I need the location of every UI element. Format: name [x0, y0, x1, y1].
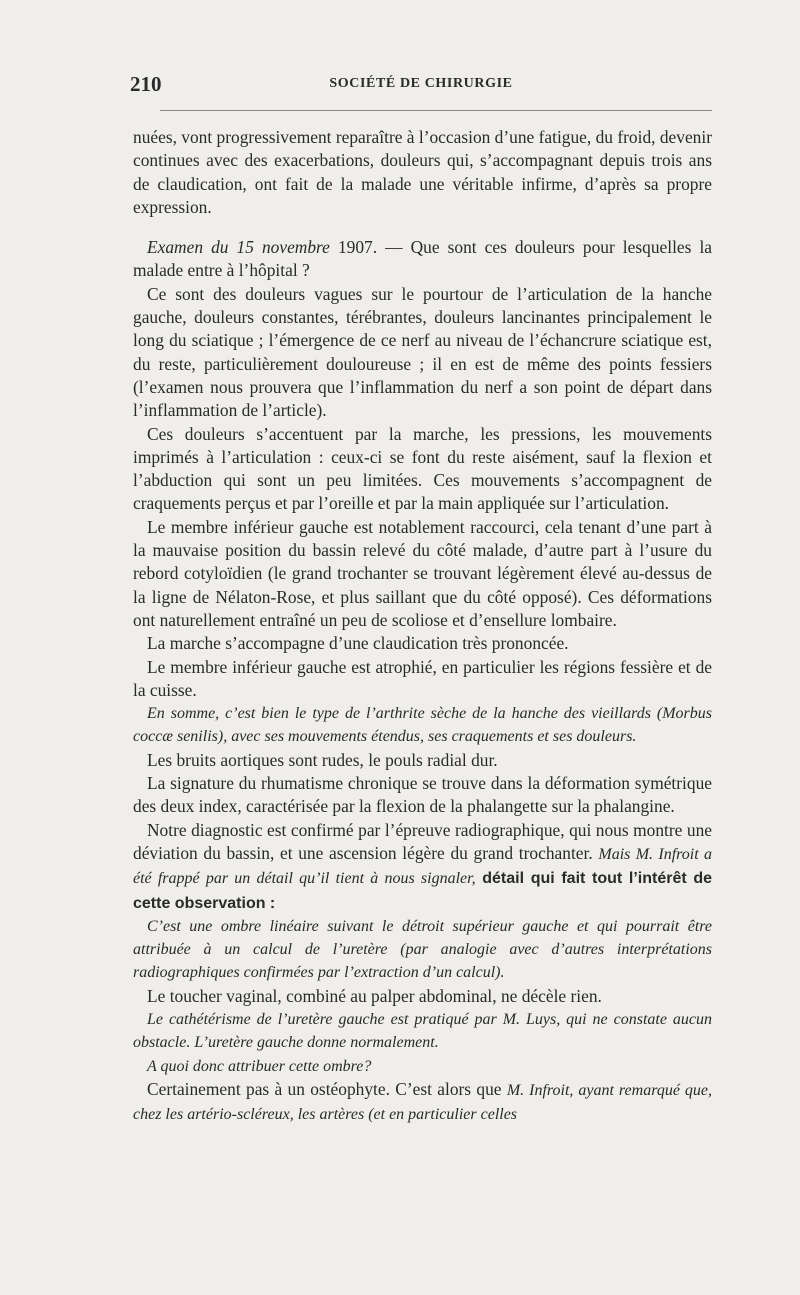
paragraph: Ces douleurs s’accentuent par la marche, les pressions, les mouvements imprimés à l’articulation : ceux-ci se font du reste aisément, sauf la flexion et l’abduction qui sont un peu limitées. Ces mouvements s’accompagnent de craquements perçus et par l’oreille et par la main appliquée sur l’articulation. [133, 423, 712, 514]
paragraph-italic: En somme, c’est bien le type de l’arthrite sèche de la hanche des vieillards (Morbus coccæ senilis), avec ses mouvements étendus, ses craquements et ses douleurs. [133, 705, 712, 746]
paragraph: Ce sont des douleurs vagues sur le pourtour de l’articulation de la hanche gauche, douleurs constantes, térébrantes, douleurs lancinantes principalement le long du sciatique ; l’émergence de ce nerf au niveau de l’échancrure sciatique est, du reste, particulièrement douloureuse ; il en est de même des points fessiers (l’examen nous prouvera que l’inflammation du nerf a son point de départ dans l’inflammation de l’article). [133, 283, 712, 421]
final-italic: M. Infroit, ayant remarqué que, chez les artério-scléreux, les artères (et en particulier celles [133, 1081, 712, 1124]
examen-heading: Examen du 15 novembre [147, 237, 330, 258]
page-number: 210 [130, 72, 162, 96]
page-header [130, 72, 712, 98]
paragraph-italic: A quoi donc attribuer cette ombre? [147, 1057, 372, 1075]
paragraph-italic: C’est une ombre linéaire suivant le détroit supérieur gauche et qui pourrait être attribuée à un calcul de l’uretère (par analogie avec d’autres interprétations radiographiques confirmées par l’extraction d’un calcul). [133, 917, 712, 982]
paragraph: Les bruits aortiques sont rudes, le pouls radial dur. [147, 749, 498, 770]
diagnostic-bold: détail qui fait tout l’intérêt de cette observation : [133, 870, 713, 912]
paragraph: nuées, vont progressivement reparaître à l’occasion d’une fatigue, du froid, devenir continues avec des exacerbations, douleurs qui, s’accompagnant depuis trois ans de claudication, ont fait de la malade une véritable infirme, d’après sa propre expression. [133, 127, 712, 217]
paragraph: La signature du rhumatisme chronique se trouve dans la déformation symétrique des deux index, caractérisée par la flexion de la phalangette sur la phalangine. [133, 773, 712, 817]
header-rule [160, 110, 712, 111]
final-text: Certainement pas à un ostéophyte. C’est alors que [147, 1078, 507, 1099]
diagnostic-text: Notre diagnostic est confirmé par l’épreuve radiographique, qui nous montre une déviation du bassin, et une ascension légère du grand trochanter. [133, 819, 712, 863]
paragraph: Le membre inférieur gauche est notablement raccourci, cela tenant d’une part à la mauvaise position du bassin relevé du côté malade, d’autre part à l’usure du rebord cotyloïdien (le grand trochanter se trouvant légèrement élevé au-dessus de la ligne de Nélaton-Rose, et plus saillant que du côté opposé). Ces déformations ont naturellement entraîné un peu de scoliose et d’ensellure lombaire. [133, 516, 712, 630]
paragraph: La marche s’accompagne d’une claudication très prononcée. [147, 633, 569, 654]
paragraph-italic: Le cathétérisme de l’uretère gauche est pratiqué par M. Luys, qui ne constate aucun obstacle. L’uretère gauche donne normalement. [133, 1010, 712, 1052]
examen-question: 1907. — Que sont ces douleurs pour lesquelles la malade entre à l’hôpital ? [133, 237, 712, 281]
paragraph: Le toucher vaginal, combiné au palper abdominal, ne décèle rien. [147, 985, 602, 1006]
paragraph: Le membre inférieur gauche est atrophié, en particulier les régions fessière et de la cuisse. [133, 656, 712, 700]
paragraph-diagnostic [133, 819, 712, 915]
paragraph-examen [133, 236, 712, 283]
paragraph-final [133, 1078, 712, 1127]
diagnostic-italic: Mais M. Infroit a été frappé par un détail qu’il tient à nous signaler, [133, 845, 713, 888]
running-title: SOCIÉTÉ DE CHIRURGIE [329, 76, 513, 91]
body-text [133, 126, 712, 1126]
